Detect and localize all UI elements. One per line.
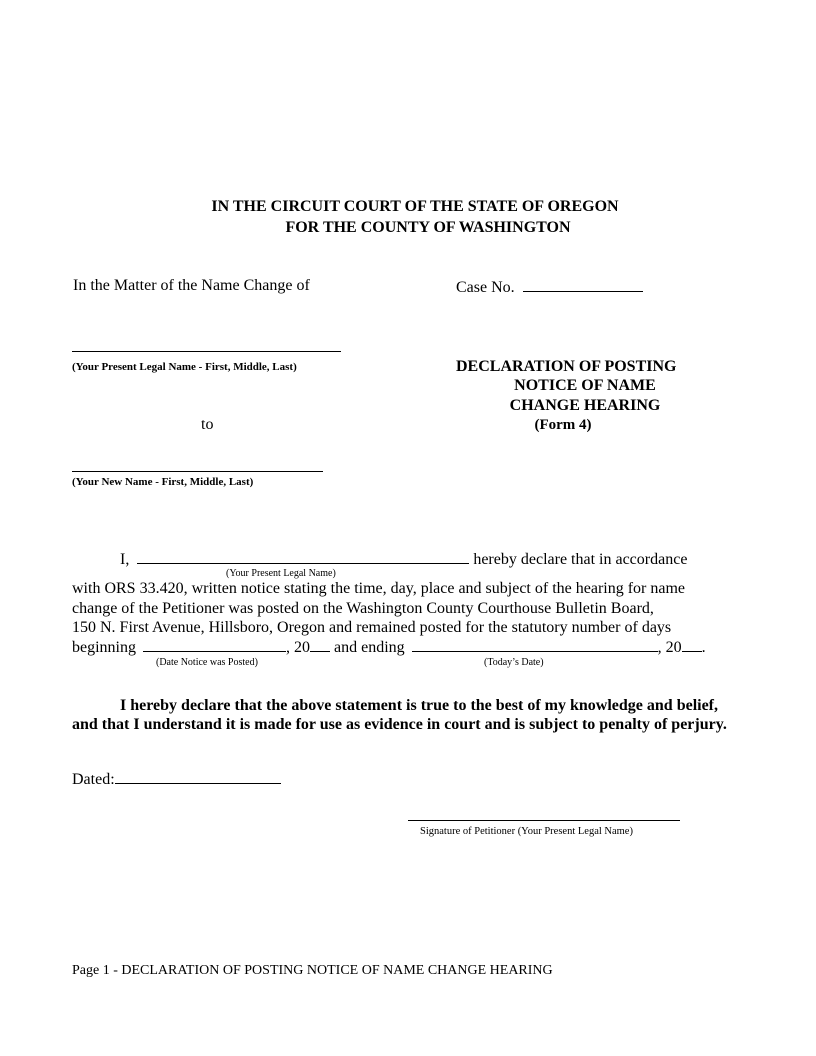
court-name-line-1: IN THE CIRCUIT COURT OF THE STATE OF OREGON [211,198,619,215]
declaration-line-2: with ORS 33.420, written notice stating the time, day, place and subject of the hearing for name [72,580,686,597]
present-name-caption: (Your Present Legal Name - First, Middle, Last) [72,361,297,373]
affirmation-line-2: and that I understand it is made for use as evidence in court and is subject to penalty of perjury. [72,716,727,733]
declaration-line-5 [72,637,706,657]
beginning-label: beginning [72,639,136,656]
present-name-hint: (Your Present Legal Name) [226,568,336,579]
case-number [456,277,643,297]
dated-field[interactable] [115,769,281,784]
date-posted-hint: (Date Notice was Posted) [156,657,258,668]
todays-date-hint: (Today’s Date) [484,657,544,668]
declarant-name-field[interactable] [137,549,469,564]
signature-caption: Signature of Petitioner (Your Present Legal Name) [420,826,633,837]
new-name-caption: (Your New Name - First, Middle, Last) [72,476,254,488]
dated-label: Dated: [72,771,115,788]
doc-title-line-2: NOTICE OF NAME [514,377,656,394]
declaration-intro: I, [120,551,130,568]
present-name-field[interactable] [72,351,341,352]
signature-field[interactable] [408,820,680,821]
matter-label: In the Matter of the Name Change of [73,277,310,294]
case-number-field[interactable] [523,277,643,292]
year-prefix-end: , 20 [657,639,682,656]
declaration-period: . [701,639,706,656]
to-label: to [201,416,214,433]
form-label: (Form 4) [534,417,592,433]
declaration-line-1 [120,549,687,569]
doc-title-line-3: CHANGE HEARING [509,397,661,414]
declaration-line-3: change of the Petitioner was posted on the Washington County Courthouse Bulletin Board, [72,600,654,617]
declaration-line-4: 150 N. First Avenue, Hillsboro, Oregon and remained posted for the statutory number of days [72,619,672,636]
dated-row [72,769,281,789]
doc-title-line-1: DECLARATION OF POSTING [456,358,677,375]
page-footer: Page 1 - DECLARATION OF POSTING NOTICE OF NAME CHANGE HEARING [72,963,553,978]
todays-year-field[interactable] [682,637,702,652]
and-ending-label: and ending [334,639,405,656]
new-name-field[interactable] [72,471,323,472]
court-name-line-2: FOR THE COUNTY OF WASHINGTON [285,219,571,236]
case-number-label: Case No. [456,279,515,296]
todays-date-field[interactable] [412,637,658,652]
date-posted-field[interactable] [143,637,286,652]
declaration-intro-tail: hereby declare that in accordance [473,551,688,568]
year-prefix-begin: , 20 [286,639,310,656]
year-posted-field[interactable] [310,637,330,652]
affirmation-line-1: I hereby declare that the above statement is true to the best of my knowledge and belief, [120,697,719,714]
